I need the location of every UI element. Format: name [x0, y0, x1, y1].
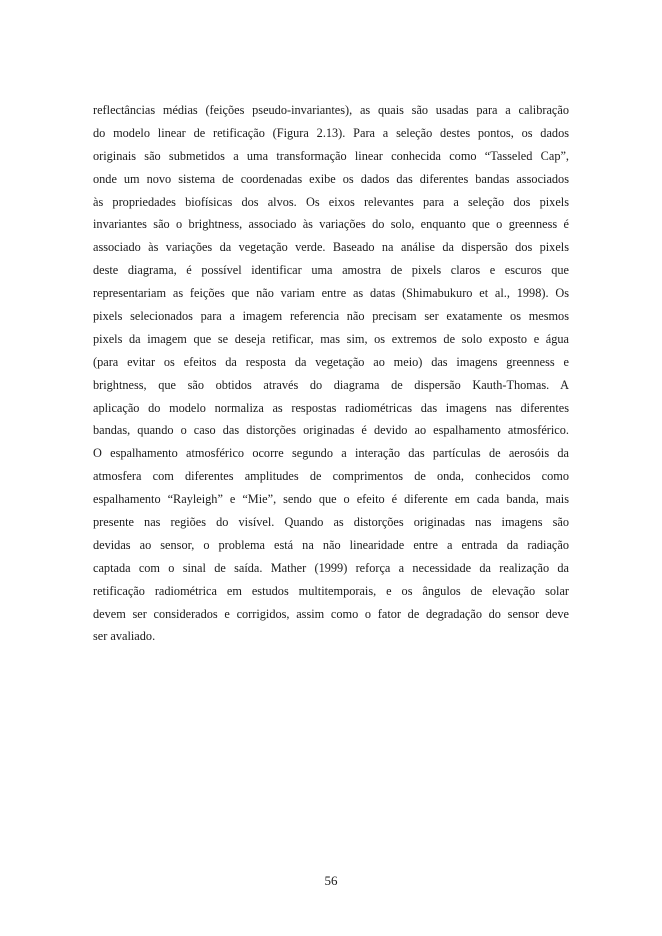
text-line: pixels selecionados para a imagem referencia não precisam ser exatamente os mesmos — [93, 309, 569, 324]
text-line: onde um novo sistema de coordenadas exibe os dados das diferentes bandas associados — [93, 171, 569, 186]
text-line: representariam as feições que não variam entre as datas (Shimabukuro et al., 1998). Os — [93, 286, 569, 301]
text-line: ser avaliado. — [93, 629, 156, 644]
text-line: espalhamento “Rayleigh” e “Mie”, sendo que o efeito é diferente em cada banda, mais — [93, 492, 569, 507]
text-line: às propriedades biofísicas dos alvos. Os eixos relevantes para a seleção dos pixels — [93, 194, 569, 209]
text-line: atmosfera com diferentes amplitudes de comprimentos de onda, conhecidos como — [93, 469, 569, 484]
text-line: O espalhamento atmosférico ocorre segundo a interação das partículas de aerosóis da — [93, 446, 569, 461]
text-line: aplicação do modelo normaliza as respostas radiométricas das imagens nas diferentes — [93, 400, 569, 415]
text-line: devem ser considerados e corrigidos, assim como o fator de degradação do sensor deve — [93, 606, 569, 621]
text-line: reflectâncias médias (feições pseudo-invariantes), as quais são usadas para a calibração — [93, 103, 569, 117]
body-paragraph — [93, 99, 569, 648]
page-number: 56 — [324, 873, 338, 888]
text-line: originais são submetidos a uma transformação linear conhecida como “Tasseled Cap”, — [93, 148, 569, 163]
text-line: associado às variações da vegetação verde. Baseado na análise da dispersão dos pixels — [93, 240, 569, 255]
text-line: deste diagrama, é possível identificar uma amostra de pixels claros e escuros que — [93, 263, 569, 278]
text-line: brightness, que são obtidos através do diagrama de dispersão Kauth-Thomas. A — [93, 377, 569, 392]
text-line: invariantes são o brightness, associado às variações do solo, enquanto que o greenness é — [93, 217, 569, 232]
text-line: (para evitar os efeitos da resposta da vegetação ao meio) das imagens greenness e — [93, 354, 569, 369]
text-line: pixels da imagem que se deseja retificar, mas sim, os extremos de solo exposto e água — [93, 331, 569, 346]
text-line: do modelo linear de retificação (Figura 2.13). Para a seleção destes pontos, os dados — [93, 125, 569, 140]
text-line: devidas ao sensor, o problema está na não linearidade entre a entrada da radiação — [93, 537, 569, 552]
text-line: presente nas regiões do visível. Quando as distorções originadas nas imagens são — [93, 515, 569, 530]
text-line: retificação radiométrica em estudos multitemporais, e os ângulos de elevação solar — [93, 583, 569, 598]
text-line: captada com o sinal de saída. Mather (1999) reforça a necessidade da realização da — [93, 560, 569, 575]
text-line: bandas, quando o caso das distorções originadas é devido ao espalhamento atmosférico. — [93, 423, 569, 438]
